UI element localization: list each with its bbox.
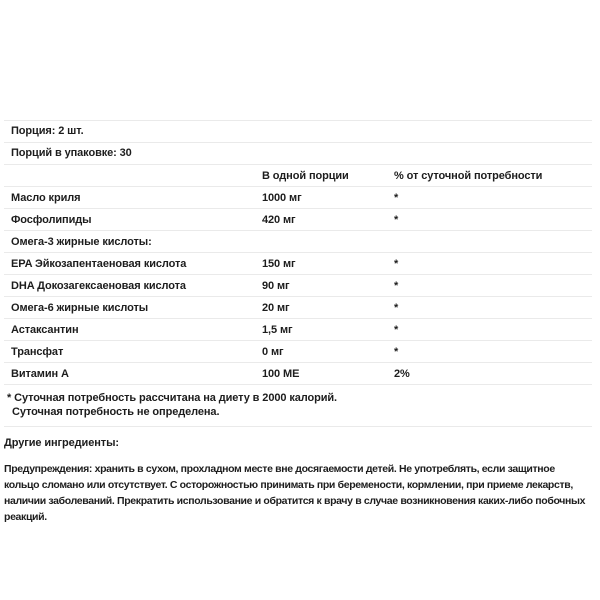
serving-size-row (4, 121, 592, 143)
nutrient-name: DHA Докозагексаеновая кислота (11, 279, 186, 292)
nutrient-name: Омега-6 жирные кислоты (11, 301, 149, 314)
nutrient-daily-value: * (394, 345, 399, 358)
nutrient-daily-value: * (394, 191, 399, 204)
nutrient-amount: 1000 мг (262, 191, 302, 204)
nutrient-row (4, 253, 592, 275)
supplement-facts-table (4, 120, 592, 385)
nutrient-row (4, 209, 592, 231)
nutrient-daily-value: * (394, 257, 399, 270)
nutrient-name: Витамин A (11, 367, 69, 380)
nutrient-row (4, 275, 592, 297)
nutrient-amount: 100 МЕ (262, 367, 300, 380)
footnote-line-2: Суточная потребность не определена. (12, 406, 220, 418)
table-header-row (4, 165, 592, 187)
nutrient-amount: 0 мг (262, 345, 284, 358)
footnote-line-1: * Суточная потребность рассчитана на диету в 2000 калорий. (7, 392, 338, 404)
nutrient-row (4, 363, 592, 385)
nutrient-daily-value: * (394, 279, 399, 292)
column-header-daily-value: % от суточной потребности (394, 169, 543, 182)
nutrient-amount: 20 мг (262, 301, 290, 314)
warnings-text: Предупреждения: хранить в сухом, прохладном месте вне досягаемости детей. Не употреблять, если защитное кольцо сломано или отсутствует. С осторожностью принимать при беремености, кормлении, при приеме лекарств, наличии заболеваний. Прекратить использование и обратится к врачу в случае возникновения каких-либо побочных реакций. (4, 463, 586, 523)
nutrient-amount: 1,5 мг (262, 323, 293, 336)
nutrient-daily-value: * (394, 213, 399, 226)
nutrient-amount: 150 мг (262, 257, 296, 270)
nutrient-name: Астаксантин (11, 323, 79, 336)
column-header-amount: В одной порции (262, 169, 349, 182)
servings-per-container-text: Порций в упаковке: 30 (11, 147, 132, 159)
nutrient-group-name: Омега-3 жирные кислоты: (11, 235, 152, 248)
nutrient-name: Масло криля (11, 191, 81, 204)
nutrient-daily-value: 2% (394, 367, 410, 380)
nutrient-row (4, 319, 592, 341)
nutrient-row (4, 297, 592, 319)
nutrient-daily-value: * (394, 323, 399, 336)
nutrient-name: Фосфолипиды (11, 213, 92, 226)
nutrient-group-row (4, 231, 592, 253)
nutrient-row (4, 341, 592, 363)
serving-size-text: Порция: 2 шт. (11, 125, 84, 137)
supplement-facts-label (4, 120, 592, 525)
servings-per-container-row (4, 143, 592, 165)
daily-value-footnote (4, 385, 592, 427)
nutrient-amount: 90 мг (262, 279, 290, 292)
nutrient-name: EPA Эйкозапентаеновая кислота (11, 257, 187, 270)
other-ingredients-heading: Другие ингредиенты: (4, 437, 119, 449)
nutrient-row (4, 187, 592, 209)
nutrient-daily-value: * (394, 301, 399, 314)
nutrient-name: Трансфат (11, 345, 64, 358)
nutrient-amount: 420 мг (262, 213, 296, 226)
